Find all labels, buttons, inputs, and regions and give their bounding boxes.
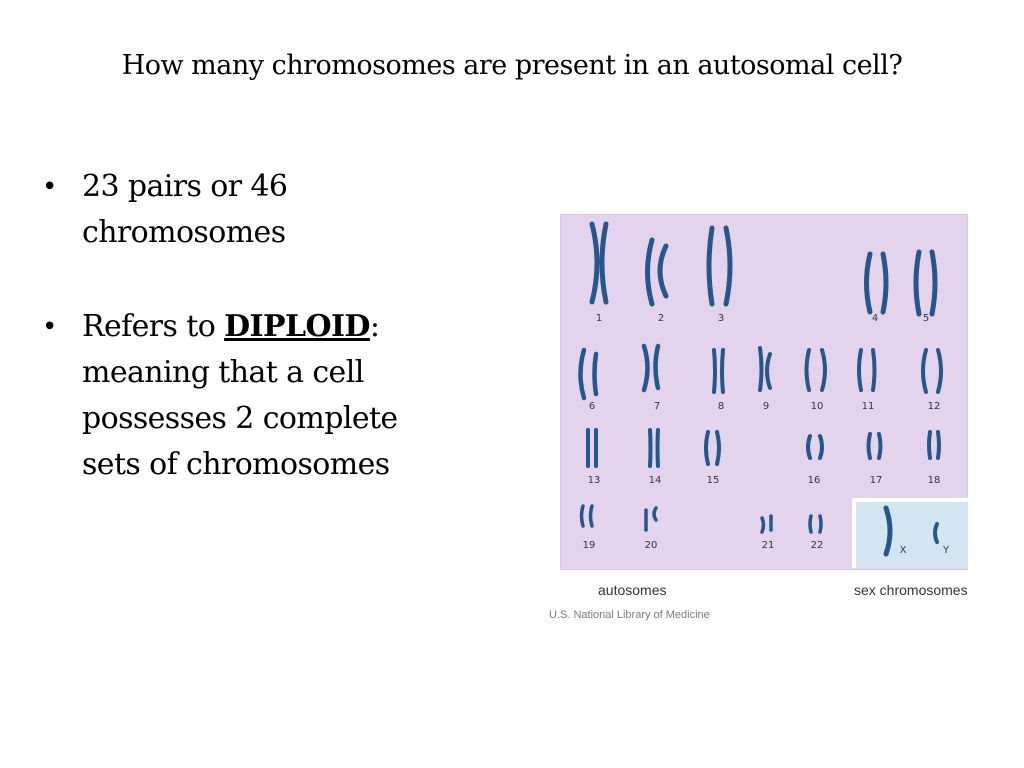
chromosome-4b bbox=[883, 254, 886, 312]
chromosome-12a bbox=[923, 350, 926, 392]
image-credit: U.S. National Library of Medicine bbox=[549, 609, 710, 621]
chromosome-label-7: 7 bbox=[653, 401, 661, 412]
chromosome-14b bbox=[658, 430, 659, 466]
chromosome-label-22: 22 bbox=[810, 540, 824, 551]
chromosome-9a bbox=[760, 348, 762, 390]
chromosome-22a bbox=[810, 516, 811, 532]
chromosome-label-11: 11 bbox=[861, 401, 875, 412]
chromosome-4a bbox=[867, 254, 871, 312]
chromosome-12b bbox=[938, 350, 941, 392]
chromosome-2b bbox=[660, 246, 666, 296]
chromosome-label-20: 20 bbox=[644, 540, 658, 551]
chromosome-label-14: 14 bbox=[648, 475, 662, 486]
chromosome-3a bbox=[709, 228, 712, 304]
chromosome-18a bbox=[929, 432, 930, 458]
slide-title: How many chromosomes are present in an autosomal cell? bbox=[121, 50, 903, 81]
chromosome-2a bbox=[648, 240, 653, 304]
chromosome-11b bbox=[873, 350, 875, 390]
autosomes-caption: autosomes bbox=[598, 582, 667, 598]
chromosome-label-x: X bbox=[899, 545, 907, 556]
chromosome-label-1: 1 bbox=[595, 313, 603, 324]
chromosome-10b bbox=[822, 350, 825, 390]
chromosome-label-19: 19 bbox=[582, 540, 596, 551]
sex-chromosomes-caption: sex chromosomes bbox=[854, 582, 968, 598]
chromosome-drawing bbox=[548, 210, 970, 570]
chromosome-8a bbox=[714, 350, 715, 392]
bullet-item bbox=[42, 164, 442, 256]
chromosome-label-21: 21 bbox=[761, 540, 775, 551]
chromosome-label-16: 16 bbox=[807, 475, 821, 486]
chromosome-16b bbox=[820, 436, 822, 458]
chromosome-6a bbox=[581, 350, 585, 398]
chromosome-label-y: Y bbox=[942, 545, 950, 556]
bullet-text bbox=[82, 304, 442, 488]
chromosome-17a bbox=[869, 434, 871, 458]
chromosome-1a bbox=[592, 224, 597, 302]
chromosome-label-12: 12 bbox=[927, 401, 941, 412]
chromosome-label-15: 15 bbox=[706, 475, 720, 486]
chromosome-5a bbox=[916, 252, 919, 314]
chromosome-17b bbox=[879, 434, 881, 458]
bullet-dot: • bbox=[42, 172, 57, 202]
chromosome-label-5: 5 bbox=[922, 313, 930, 324]
chromosome-8b bbox=[722, 350, 723, 392]
chromosome-20b bbox=[654, 508, 656, 520]
bullet-suffix: : meaning that a cell possesses 2 complete sets of chromosomes bbox=[82, 309, 398, 482]
chromosome-label-4: 4 bbox=[871, 313, 879, 324]
chromosome-label-10: 10 bbox=[810, 401, 824, 412]
chromosome-3b bbox=[726, 228, 730, 304]
chromosome-label-18: 18 bbox=[927, 475, 941, 486]
chromosome-label-13: 13 bbox=[587, 475, 601, 486]
chromosome-label-9: 9 bbox=[762, 401, 770, 412]
chromosome-5b bbox=[932, 252, 935, 314]
chromosome-10a bbox=[807, 350, 810, 390]
chromosome-15b bbox=[717, 432, 719, 464]
chromosome-7a bbox=[644, 346, 648, 390]
chromosome-19a bbox=[582, 506, 584, 526]
bullet-item bbox=[42, 304, 442, 488]
chromosome-18b bbox=[938, 432, 939, 458]
chromosome-16a bbox=[808, 436, 810, 458]
chromosome-label-17: 17 bbox=[869, 475, 883, 486]
bullet-text: 23 pairs or 46 chromosomes bbox=[82, 169, 288, 250]
chromosome-label-2: 2 bbox=[657, 313, 665, 324]
chromosome-label-8: 8 bbox=[717, 401, 725, 412]
chromosome-15a bbox=[706, 432, 708, 464]
chromosome-label-6: 6 bbox=[588, 401, 596, 412]
bullet-prefix: Refers to bbox=[82, 309, 225, 344]
bullet-list bbox=[42, 164, 442, 536]
chromosome-11a bbox=[859, 350, 861, 390]
chromosome-y bbox=[935, 524, 937, 542]
chromosome-6b bbox=[595, 354, 597, 394]
chromosome-22b bbox=[820, 516, 821, 532]
karyotype-figure bbox=[548, 210, 970, 630]
chromosome-21a bbox=[762, 518, 764, 532]
bullet-dot: • bbox=[42, 312, 57, 342]
diploid-term: DIPLOID bbox=[224, 309, 370, 344]
chromosome-19b bbox=[591, 506, 593, 526]
chromosome-9b bbox=[767, 354, 770, 388]
chromosome-1b bbox=[602, 224, 606, 302]
chromosome-label-3: 3 bbox=[717, 313, 725, 324]
chromosome-14a bbox=[650, 430, 651, 466]
chromosome-x bbox=[886, 508, 890, 554]
chromosome-7b bbox=[656, 346, 659, 388]
